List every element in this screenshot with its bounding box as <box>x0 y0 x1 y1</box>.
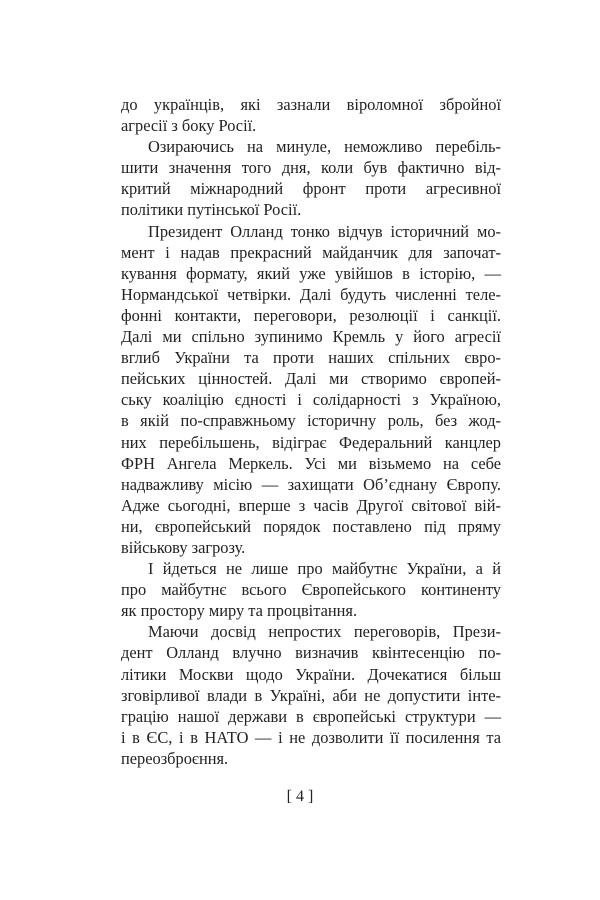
text-line: І йдеться не лише про майбутнє України, а й <box>148 559 501 579</box>
text-line: військову загрозу. <box>121 537 246 557</box>
text-line: літики Москви щодо України. Дочекатися більш <box>121 664 501 684</box>
text-line: політики путінської Росії. <box>121 200 302 220</box>
text-line: переозброєння. <box>121 748 229 768</box>
text-line: Адже сьогодні, вперше з часів Другої світової вій- <box>121 495 501 515</box>
text-line: Президент Олланд тонко відчув історичний мо- <box>148 221 501 241</box>
text-line: ську коаліцію єдності і солідарності з Україною, <box>121 390 501 410</box>
text-line: дент Олланд влучно визначив квінтесенцію по- <box>121 643 501 663</box>
text-line: ФРН Ангела Меркель. Усі ми візьмемо на себе <box>121 453 501 473</box>
text-line: фонні контакти, переговори, резолюції і санкції. <box>121 305 501 325</box>
text-line: критий міжнародний фронт проти агресивної <box>121 179 501 199</box>
text-line: шити значення того дня, коли був фактично від- <box>121 158 501 178</box>
text-line: Маючи досвід непростих переговорів, Прези- <box>148 622 501 642</box>
text-line: агресії з боку Росії. <box>121 116 257 136</box>
paragraph <box>121 94 501 136</box>
paragraph <box>121 136 501 220</box>
text-line: про майбутнє всього Європейського континенту <box>121 580 501 600</box>
text-line: в якій по-справжньому історичну роль, без жод- <box>121 411 501 431</box>
text-line: як простору миру та процвітання. <box>121 601 358 621</box>
text-line: і в ЄС, і в НАТО — і не дозволити її посилення та <box>121 727 501 747</box>
text-line: них перебільшень, відіграє Федеральний канцлер <box>121 432 501 452</box>
text-line: надважливу місію — захищати Об’єднану Європу. <box>121 474 501 494</box>
paragraph <box>121 221 501 559</box>
text-line: мент і надав прекрасний майданчик для започат- <box>121 242 501 262</box>
text-line: Нормандської четвірки. Далі будуть численні теле- <box>121 284 501 304</box>
text-line: Далі ми спільно зупинимо Кремль у його агресії <box>121 327 501 347</box>
text-line: ни, європейський порядок поставлено під пряму <box>121 516 501 536</box>
paragraph <box>121 558 501 621</box>
text-line: вглиб України та проти наших спільних євро- <box>121 348 501 368</box>
paragraph <box>121 621 501 769</box>
body-text <box>121 94 501 769</box>
text-line: зговірливої влади в Україні, аби не допустити інте- <box>121 685 501 705</box>
text-line: грацію нашої держави в європейські структури — <box>121 706 501 726</box>
text-line: пейських цінностей. Далі ми створимо європей- <box>121 369 501 389</box>
text-line: Озираючись на минуле, неможливо перебіль- <box>148 137 501 157</box>
text-line: до українців, які зазнали віроломної збройної <box>121 95 501 114</box>
text-line: кування формату, який уже увійшов в історію, — <box>121 263 501 283</box>
page-number: [ 4 ] <box>286 788 314 805</box>
